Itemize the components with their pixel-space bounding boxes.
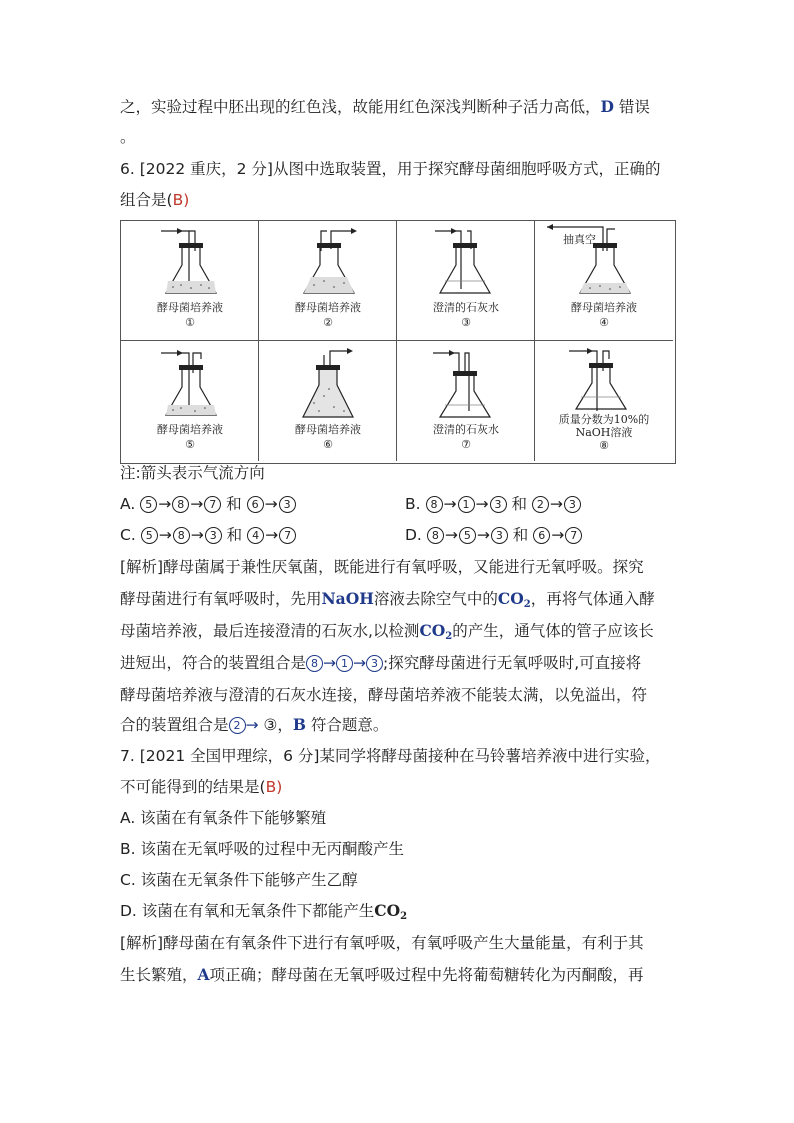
text-span: ③，	[263, 716, 293, 734]
text-span: 注:箭头表示气流方向	[120, 464, 265, 482]
text-span: D. 该菌在有氧和无氧条件下都能产生	[120, 902, 375, 920]
text-span: 不可能得到的结果是(	[120, 778, 266, 796]
circled-number: 5	[140, 496, 157, 513]
text-span: 6. [2022 重庆，2 分]从图中选取装置，用于探究酵母菌细胞呼吸方式，正确的	[120, 160, 661, 178]
question-6-stem	[120, 158, 660, 180]
text-span: ③	[461, 316, 471, 329]
text-span: ⑤	[185, 438, 195, 451]
text-span: 之，实验过程中胚出现的红色浅，故能用红色深浅判断种子活力高低，	[120, 98, 601, 116]
text-span: 酵母菌培养液	[295, 423, 361, 436]
circled-number: 3	[279, 496, 296, 513]
text-line	[120, 96, 650, 118]
text-span: 和	[226, 495, 242, 513]
text-span: →	[190, 526, 204, 544]
text-span: CO	[419, 621, 446, 640]
circled-number: 4	[247, 527, 264, 544]
text-span: 抽真空	[563, 233, 596, 246]
text-span: →	[549, 495, 563, 513]
text-span: D.	[405, 526, 422, 544]
text-span: →	[443, 495, 457, 513]
circled-number: 8	[173, 527, 190, 544]
text-span: →	[475, 495, 489, 513]
question-6-stem-2	[120, 189, 189, 211]
text-span: 组合是(	[120, 191, 173, 209]
circled-number: 3	[490, 496, 507, 513]
circled-number: 8	[427, 527, 444, 544]
text-span: 和	[226, 526, 243, 544]
circled-number: 2	[532, 496, 549, 513]
text-span: 溶液去除空气中的	[373, 590, 498, 608]
answer: B	[265, 778, 277, 796]
text-span: →	[551, 526, 565, 544]
text-span: 错误	[618, 98, 650, 116]
answer: B	[172, 191, 184, 209]
analysis-line	[120, 932, 644, 954]
circled-number: 2	[229, 717, 246, 734]
apparatus-figure	[120, 220, 676, 464]
text-span: →	[190, 495, 204, 513]
text-span: ⑧	[599, 439, 609, 452]
analysis-line	[120, 556, 644, 578]
text-span: →	[264, 495, 278, 513]
text-span: 项正确；酵母菌在无氧呼吸过程中先将葡萄糖转化为丙酮酸，再	[209, 966, 644, 984]
text-span: A	[197, 965, 210, 984]
circled-number: 1	[458, 496, 475, 513]
option-c[interactable]	[120, 524, 296, 546]
text-span: →	[444, 526, 458, 544]
circled-number: 3	[491, 527, 508, 544]
text-span: 2	[523, 599, 531, 610]
question-7-stem	[120, 745, 660, 767]
text-span: 酵母菌进行有氧呼吸时，先用	[120, 590, 322, 608]
text-span: 质量分数为10%的	[558, 413, 650, 426]
text-span: 2	[400, 911, 408, 922]
circled-number: 7	[204, 496, 221, 513]
text-span: →	[245, 716, 259, 734]
question-7-stem-2	[120, 776, 282, 798]
text-span: 酵母菌培养液	[295, 301, 361, 314]
text-span: ④	[599, 316, 609, 329]
circled-number: 7	[279, 527, 296, 544]
text-span: 酵母菌培养液与澄清的石灰水连接，酵母菌培养液不能装太满，以免溢出，符	[120, 686, 648, 704]
circled-number: 3	[366, 655, 383, 672]
text-span: ⑦	[461, 438, 471, 451]
analysis-line	[120, 684, 647, 706]
text-span: →	[158, 526, 172, 544]
apparatus-2	[259, 221, 397, 341]
text-span: CO	[374, 901, 401, 920]
circled-number: 5	[459, 527, 476, 544]
text-span: B	[292, 715, 306, 734]
text-span: →	[353, 654, 367, 672]
figure-note	[120, 462, 265, 484]
text-span: 澄清的石灰水	[433, 423, 499, 436]
text-span: ①	[185, 316, 195, 329]
analysis-line	[120, 620, 654, 648]
text-span: 7. [2021 全国甲理综，6 分]某同学将酵母菌接种在马铃薯培养液中进行实验，	[120, 747, 661, 765]
text-span: B. 该菌在无氧呼吸的过程中无丙酮酸产生	[120, 840, 404, 858]
text-span: 澄清的石灰水	[433, 301, 499, 314]
circled-number: 8	[426, 496, 443, 513]
circled-number: 6	[247, 496, 264, 513]
text-span: →	[323, 654, 337, 672]
text-span: →	[476, 526, 490, 544]
text-span: CO	[497, 589, 524, 608]
text-span: A.	[120, 495, 136, 513]
option-b[interactable]	[120, 838, 404, 860]
text-span: 合的装置组合是	[120, 716, 229, 734]
analysis-line	[120, 714, 388, 736]
text-span: ;探究酵母菌进行无氧呼吸时,可直接将	[383, 654, 642, 672]
text-span: 酵母菌培养液	[157, 301, 223, 314]
text-span: 进短出，符合的装置组合是	[120, 654, 307, 672]
text-span: )	[183, 191, 190, 209]
text-span: NaOH	[321, 589, 374, 608]
circled-number: 8	[172, 496, 189, 513]
circled-number: 7	[565, 527, 582, 544]
text-span: )	[276, 778, 283, 796]
text-span: [解析]酵母菌属于兼性厌氧菌，既能进行有氧呼吸，又能进行无氧呼吸。探究	[120, 558, 644, 576]
text-span: A. 该菌在有氧条件下能够繁殖	[120, 809, 327, 827]
option-a[interactable]	[120, 807, 326, 829]
text-span: 酵母菌培养液	[571, 301, 637, 314]
option-b[interactable]	[405, 493, 581, 515]
analysis-line	[120, 652, 641, 674]
text-span: →	[265, 526, 279, 544]
text-span: ，再将气体通入酵	[530, 590, 655, 608]
text-span: 酵母菌培养液	[157, 423, 223, 436]
text-span: 2	[445, 631, 453, 642]
text-span: ⑥	[323, 438, 333, 451]
text-span: 母菌培养液，最后连接澄清的石灰水,以检测	[120, 622, 420, 640]
apparatus-4	[535, 221, 673, 341]
circled-number: 3	[564, 496, 581, 513]
text-span: 的产生，通气体的管子应该长	[452, 622, 654, 640]
circled-number: 1	[336, 655, 353, 672]
option-d[interactable]	[120, 900, 407, 928]
apparatus-3	[397, 221, 535, 341]
text-span: 生长繁殖，	[120, 966, 198, 984]
analysis-line	[120, 588, 655, 616]
text-span: C. 该菌在无氧条件下能够产生乙醇	[120, 871, 358, 889]
apparatus-6	[259, 341, 397, 461]
text-span: ②	[323, 316, 333, 329]
apparatus-7	[397, 341, 535, 461]
circled-number: 3	[205, 527, 222, 544]
text-span: B.	[405, 495, 421, 513]
text-line	[120, 126, 136, 148]
text-span: 符合题意。	[310, 716, 389, 734]
option-c[interactable]	[120, 869, 358, 891]
text-span: →	[158, 495, 172, 513]
text-span: D	[600, 97, 614, 116]
analysis-line	[120, 964, 644, 986]
text-span: 。	[120, 128, 136, 146]
option-d[interactable]	[405, 524, 582, 546]
circled-number: 5	[141, 527, 158, 544]
text-span: NaOH溶液	[575, 426, 633, 439]
text-span: 和	[512, 526, 529, 544]
text-span: 和	[511, 495, 527, 513]
circled-number: 6	[533, 527, 550, 544]
apparatus-8	[535, 341, 673, 461]
text-span: C.	[120, 526, 136, 544]
text-span: [解析]酵母菌在有氧条件下进行有氧呼吸，有氧呼吸产生大量能量，有利于其	[120, 934, 644, 952]
apparatus-1	[121, 221, 259, 341]
apparatus-5	[121, 341, 259, 461]
circled-number: 8	[306, 655, 323, 672]
option-a[interactable]	[120, 493, 296, 515]
